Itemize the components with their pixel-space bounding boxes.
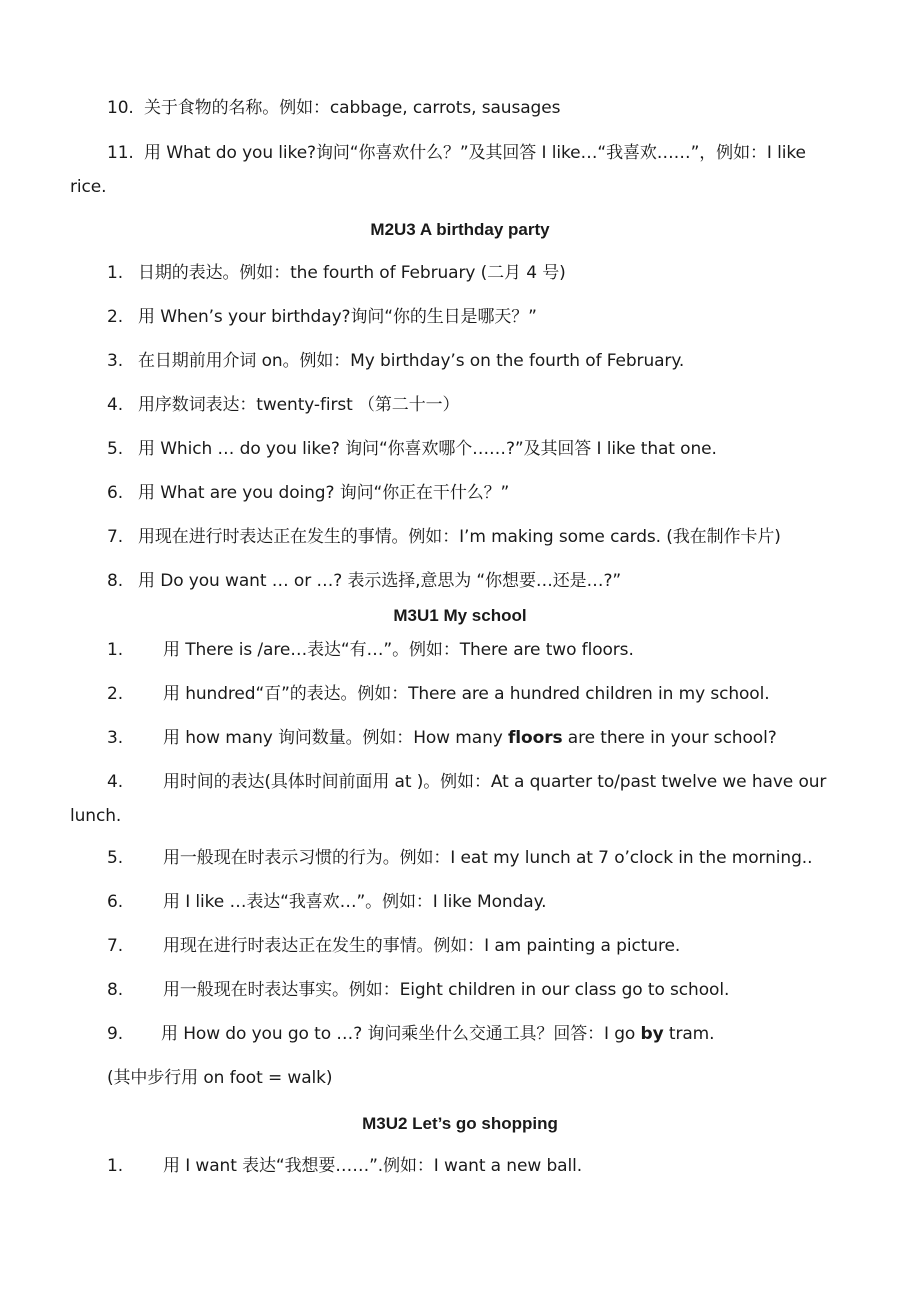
section-title: M2U3 A birthday party [370,220,550,239]
item-number: 11. [107,143,134,163]
item-number: 8. [107,980,124,1000]
item-text: 用 What are you doing? 询问“你正在干什么？” [138,483,510,503]
list-item [107,142,806,164]
item-text: 用现在进行时表达正在发生的事情。例如：I am painting a picture. [163,936,681,956]
item-number: 7. [107,936,124,956]
list-item [107,891,546,913]
item-emphasis: floors [508,728,563,748]
list-item [107,394,459,416]
list-item [107,526,781,548]
item-number: 3. [107,351,124,371]
item-number: 6. [107,483,124,503]
item-number: 5. [107,439,124,459]
item-number: 3. [107,728,124,748]
list-item [107,935,680,957]
item-text: 用序数词表达：twenty-first （第二十一） [138,395,460,415]
list-item [107,97,560,119]
item-text: 关于食物的名称。例如：cabbage, carrots, sausages [144,98,561,118]
list-item [107,570,621,592]
item-emphasis: by [640,1024,664,1044]
item-text: 用 When’s your birthday?询问“你的生日是哪天？” [138,307,537,327]
list-item [107,727,777,749]
item-text: 用一般现在时表示习惯的行为。例如：I eat my lunch at 7 o’clock in the morning.. [163,848,813,868]
item-text: 用 hundred“百”的表达。例如：There are a hundred children in my school. [163,684,770,704]
item-text: 用 Which … do you like? 询问“你喜欢哪个……?”及其回答 I like that one. [138,439,717,459]
item-text: 在日期前用介词 on。例如：My birthday’s on the fourth of February. [138,351,685,371]
item-text-end: tram. [663,1024,715,1044]
item-number: 10. [107,98,134,118]
item-number: 7. [107,527,124,547]
item-number: 9. [107,1024,124,1044]
section-note: (其中步行用 on foot = walk) [107,1068,333,1088]
list-item [107,438,717,460]
item-continuation: rice. [70,177,107,197]
section-title: M3U2 Let’s go shopping [362,1114,558,1133]
list-item [107,847,812,869]
item-number: 1. [107,1156,124,1176]
list-item [107,350,684,372]
item-text: 用 how many 询问数量。例如：How many [163,728,509,748]
item-number: 6. [107,892,124,912]
list-item [107,683,770,705]
list-item [107,1155,582,1177]
item-text-end: are there in your school? [562,728,777,748]
section-title: M3U1 My school [393,606,527,625]
list-item [107,771,826,793]
list-item [107,639,634,661]
item-text: 用一般现在时表达事实。例如：Eight children in our class go to school. [163,980,730,1000]
list-item [107,1023,714,1045]
item-continuation: lunch. [70,806,122,826]
list-item [107,262,566,284]
item-text: 用现在进行时表达正在发生的事情。例如：I’m making some cards. (我在制作卡片) [138,527,781,547]
item-text: 用 I like …表达“我喜欢…”。例如：I like Monday. [163,892,547,912]
item-number: 1. [107,263,124,283]
item-number: 8. [107,571,124,591]
item-number: 2. [107,684,124,704]
item-text: 用 Do you want … or …? 表示选择,意思为 “你想要…还是…?” [138,571,622,591]
item-text: 日期的表达。例如：the fourth of February (二月 4 号) [138,263,566,283]
item-text: 用 There is /are…表达“有…”。例如：There are two floors. [163,640,634,660]
list-item [107,979,729,1001]
item-text: 用 What do you like?询问“你喜欢什么？”及其回答 I like…“我喜欢……”，例如：I like [144,143,806,163]
item-text: 用 How do you go to …? 询问乘坐什么交通工具？回答：I go [161,1024,641,1044]
item-number: 4. [107,395,124,415]
item-text: 用 I want 表达“我想要……”.例如：I want a new ball. [163,1156,583,1176]
item-number: 2. [107,307,124,327]
item-text: 用时间的表达(具体时间前面用 at )。例如：At a quarter to/past twelve we have our [163,772,827,792]
list-item [107,306,537,328]
item-number: 4. [107,772,124,792]
item-number: 5. [107,848,124,868]
item-number: 1. [107,640,124,660]
list-item [107,482,509,504]
